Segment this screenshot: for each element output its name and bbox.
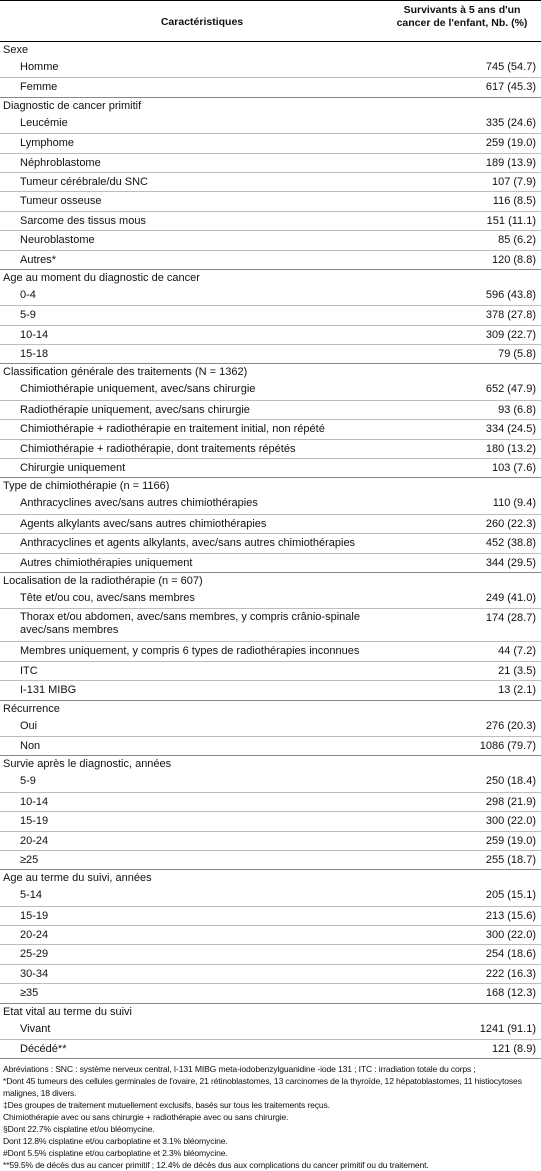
row-value: 21 (3.5) — [498, 664, 536, 677]
footnote-line: #Dont 5.5% cisplatine et/ou carboplatine et 2.3% bléomycine. — [3, 1148, 228, 1158]
row-value: 255 (18.7) — [485, 853, 536, 866]
table-section — [0, 478, 541, 573]
row-label: Agents alkylants avec/sans autres chimiothérapies — [20, 517, 267, 530]
footnotes — [3, 1063, 541, 1171]
row-label: Chimiothérapie + radiothérapie, dont traitements répétés — [20, 442, 296, 455]
row-label: 15-19 — [20, 815, 49, 828]
table-row — [0, 344, 541, 363]
row-value: 180 (13.2) — [485, 442, 536, 455]
footnote-line: ‡Des groupes de traitement mutuellement exclusifs, basés sur tous les traitements reçus. — [3, 1100, 330, 1110]
table-row — [0, 211, 541, 230]
table-row — [0, 589, 541, 608]
row-label: Femme — [20, 81, 58, 94]
row-label: Anthracyclines et agents alkylants, avec/sans autres chimiothérapies — [20, 537, 356, 550]
row-value: 300 (22.0) — [485, 929, 536, 942]
row-value: 344 (29.5) — [485, 556, 536, 569]
row-label: 15-18 — [20, 348, 49, 361]
row-value: 745 (54.7) — [485, 61, 536, 73]
table-row — [0, 458, 541, 477]
row-label: Autres* — [20, 253, 57, 266]
table-header — [0, 0, 541, 42]
row-value: 222 (16.3) — [485, 967, 536, 980]
row-value: 309 (22.7) — [485, 328, 536, 341]
table-row — [0, 553, 541, 572]
section-title: Sexe — [3, 44, 29, 56]
table-row — [0, 608, 541, 641]
row-value: 378 (27.8) — [485, 309, 536, 322]
row-value: 85 (6.2) — [498, 234, 536, 247]
row-label: Vivant — [20, 1022, 51, 1035]
table-row — [0, 964, 541, 983]
table-section — [0, 42, 541, 98]
table-row — [0, 850, 541, 869]
row-label: 5-9 — [20, 775, 36, 788]
row-label: Neuroblastome — [20, 234, 95, 247]
row-value: 168 (12.3) — [485, 987, 536, 1000]
section-title: Age au terme du suivi, années — [3, 872, 152, 885]
table-section — [0, 701, 541, 757]
row-value: 151 (11.1) — [486, 214, 536, 227]
table-row — [0, 906, 541, 925]
row-label: Oui — [20, 719, 38, 732]
row-value: 298 (21.9) — [485, 795, 536, 808]
row-label: Homme — [20, 61, 59, 73]
row-label: Chimiothérapie uniquement, avec/sans chirurgie — [20, 383, 256, 396]
table-section — [0, 270, 541, 365]
table-section — [0, 364, 541, 478]
row-value: 452 (38.8) — [485, 537, 536, 550]
row-label: Chimiothérapie + radiothérapie en traitement initial, non répété — [20, 423, 325, 436]
table-row — [0, 286, 541, 305]
row-label: Anthracyclines avec/sans autres chimiothérapies — [20, 497, 258, 510]
row-value: 13 (2.1) — [498, 684, 536, 697]
row-value: 44 (7.2) — [498, 645, 536, 658]
table-section — [0, 756, 541, 870]
row-value: 334 (24.5) — [485, 423, 536, 436]
row-label: 20-24 — [20, 834, 49, 847]
footnote-line: **59.5% de décès dus au cancer primitif ; 12.4% de décès dus aux complications du cancer primitif ou du traitement. — [3, 1160, 429, 1170]
table-row — [0, 250, 541, 269]
row-label: Membres uniquement, y compris 6 types de radiothérapies inconnues — [20, 645, 360, 658]
row-value: 116 (8.5) — [492, 195, 536, 208]
row-label: Thorax et/ou abdomen, avec/sans membres, y compris crânio-spinale avec/sans membres — [20, 611, 360, 637]
row-label: I-131 MIBG — [20, 684, 77, 697]
row-label: Sarcome des tissus mous — [20, 214, 146, 227]
row-value: 110 (9.4) — [492, 497, 536, 510]
row-label: ≥25 — [20, 853, 39, 866]
header-survivors-line1: Survivants à 5 ans d'un — [403, 4, 521, 16]
row-value: 249 (41.0) — [485, 591, 536, 604]
table-row — [0, 533, 541, 552]
table-row — [0, 380, 541, 399]
table-row — [0, 419, 541, 438]
table-row — [0, 717, 541, 736]
table-row — [0, 114, 541, 133]
table-row — [0, 641, 541, 660]
row-value: 276 (20.3) — [485, 719, 536, 732]
footnote-line: Dont 12.8% cisplatine et/ou carboplatine et 3.1% bléomycine. — [3, 1136, 228, 1146]
row-value: 260 (22.3) — [485, 517, 536, 530]
row-label: Néphroblastome — [20, 156, 101, 169]
table-row — [0, 1039, 541, 1058]
section-title: Etat vital au terme du suivi — [3, 1005, 133, 1018]
table-row — [0, 494, 541, 513]
row-label: Tumeur cérébrale/du SNC — [20, 175, 148, 188]
row-value: 596 (43.8) — [485, 288, 536, 301]
table-row — [0, 153, 541, 172]
section-title: Age au moment du diagnostic de cancer — [3, 271, 200, 284]
table-row — [0, 514, 541, 533]
table-row — [0, 792, 541, 811]
row-label: Leucémie — [20, 116, 68, 129]
row-label: Radiothérapie uniquement, avec/sans chirurgie — [20, 403, 250, 416]
row-label: 10-14 — [20, 795, 49, 808]
row-label: 30-34 — [20, 967, 49, 980]
row-value: 189 (13.9) — [485, 156, 536, 169]
table-row — [0, 886, 541, 905]
section-title: Diagnostic de cancer primitif — [3, 99, 142, 112]
table-row — [0, 944, 541, 963]
table-row — [0, 230, 541, 249]
row-value: 120 (8.8) — [491, 253, 536, 266]
row-value: 259 (19.0) — [485, 137, 536, 150]
row-label: ≥35 — [20, 987, 39, 1000]
table-section — [0, 98, 541, 270]
header-characteristics: Caractéristiques — [160, 16, 244, 28]
row-value: 213 (15.6) — [485, 909, 536, 922]
section-title: Classification générale des traitements (N = 1362) — [3, 366, 248, 379]
row-label: 10-14 — [20, 328, 49, 341]
table-row — [0, 661, 541, 680]
table-section — [0, 1004, 541, 1060]
table-row — [0, 133, 541, 152]
table-row — [0, 400, 541, 419]
table-row — [0, 983, 541, 1002]
row-value: 205 (15.1) — [485, 889, 536, 902]
section-title: Localisation de la radiothérapie (n = 607) — [3, 574, 203, 587]
row-value: 250 (18.4) — [485, 775, 536, 788]
footnote-line: §Dont 22.7% cisplatine et/ou bléomycine. — [3, 1124, 155, 1134]
row-label: ITC — [20, 664, 38, 677]
table-row — [0, 325, 541, 344]
row-value: 254 (18.6) — [485, 948, 536, 961]
row-value: 107 (7.9) — [491, 175, 536, 188]
footnote-line: Chimiothérapie avec ou sans chirurgie + radiothérapie avec ou sans chirurgie. — [3, 1112, 289, 1122]
table-row — [0, 736, 541, 755]
row-label: Autres chimiothérapies uniquement — [20, 556, 193, 569]
table-row — [0, 811, 541, 830]
row-value: 300 (22.0) — [485, 815, 536, 828]
table-body — [0, 42, 541, 1059]
header-survivors — [383, 4, 541, 30]
table-row — [0, 680, 541, 699]
row-value: 121 (8.9) — [491, 1043, 536, 1056]
row-value: 1086 (79.7) — [479, 739, 536, 752]
table-row — [0, 305, 541, 324]
row-value: 174 (28.7) — [485, 612, 536, 625]
row-value: 103 (7.6) — [491, 462, 536, 475]
table-row — [0, 1020, 541, 1039]
table-row — [0, 439, 541, 458]
row-value: 79 (5.8) — [498, 348, 536, 361]
header-survivors-line2: cancer de l'enfant, Nb. (%) — [396, 17, 528, 29]
row-label: 5-9 — [20, 309, 36, 322]
row-value: 652 (47.9) — [485, 383, 536, 396]
row-value: 93 (6.8) — [498, 403, 536, 416]
row-value: 1241 (91.1) — [479, 1022, 536, 1035]
table-row — [0, 925, 541, 944]
row-value: 259 (19.0) — [485, 834, 536, 847]
table-row — [0, 58, 541, 77]
row-label: Décédé** — [20, 1043, 67, 1056]
row-value: 335 (24.6) — [485, 116, 536, 129]
table-section — [0, 870, 541, 1003]
table-section — [0, 573, 541, 701]
footnote-line: *Dont 45 tumeurs des cellules germinales de l'ovaire, 21 rétinoblastomes, 13 carcinomes de la thyroïde, 12 hépatoblastomes, 11 histiocytoses malignes, 18 divers. — [3, 1076, 522, 1098]
table-row — [0, 191, 541, 210]
row-label: Chirurgie uniquement — [20, 462, 126, 475]
row-label: 5-14 — [20, 889, 43, 902]
row-label: 25-29 — [20, 948, 49, 961]
row-label: Non — [20, 739, 41, 752]
row-label: 15-19 — [20, 909, 49, 922]
table-row — [0, 77, 541, 96]
row-label: Tête et/ou cou, avec/sans membres — [20, 591, 195, 604]
footnote-line: Abréviations : SNC : système nerveux central, I-131 MIBG meta-iodobenzylguanidine -iode 131 ; ITC : irradiation totale du corps ; — [3, 1064, 476, 1074]
section-title: Type de chimiothérapie (n = 1166) — [3, 480, 170, 493]
row-label: Lymphome — [20, 137, 75, 150]
table-row — [0, 831, 541, 850]
row-label: Tumeur osseuse — [20, 195, 102, 208]
table-row — [0, 772, 541, 791]
section-title: Survie après le diagnostic, années — [3, 758, 172, 771]
table-row — [0, 172, 541, 191]
row-label: 0-4 — [20, 288, 36, 301]
row-value: 617 (45.3) — [485, 81, 536, 94]
row-label: 20-24 — [20, 929, 49, 942]
section-title: Récurrence — [3, 702, 60, 715]
